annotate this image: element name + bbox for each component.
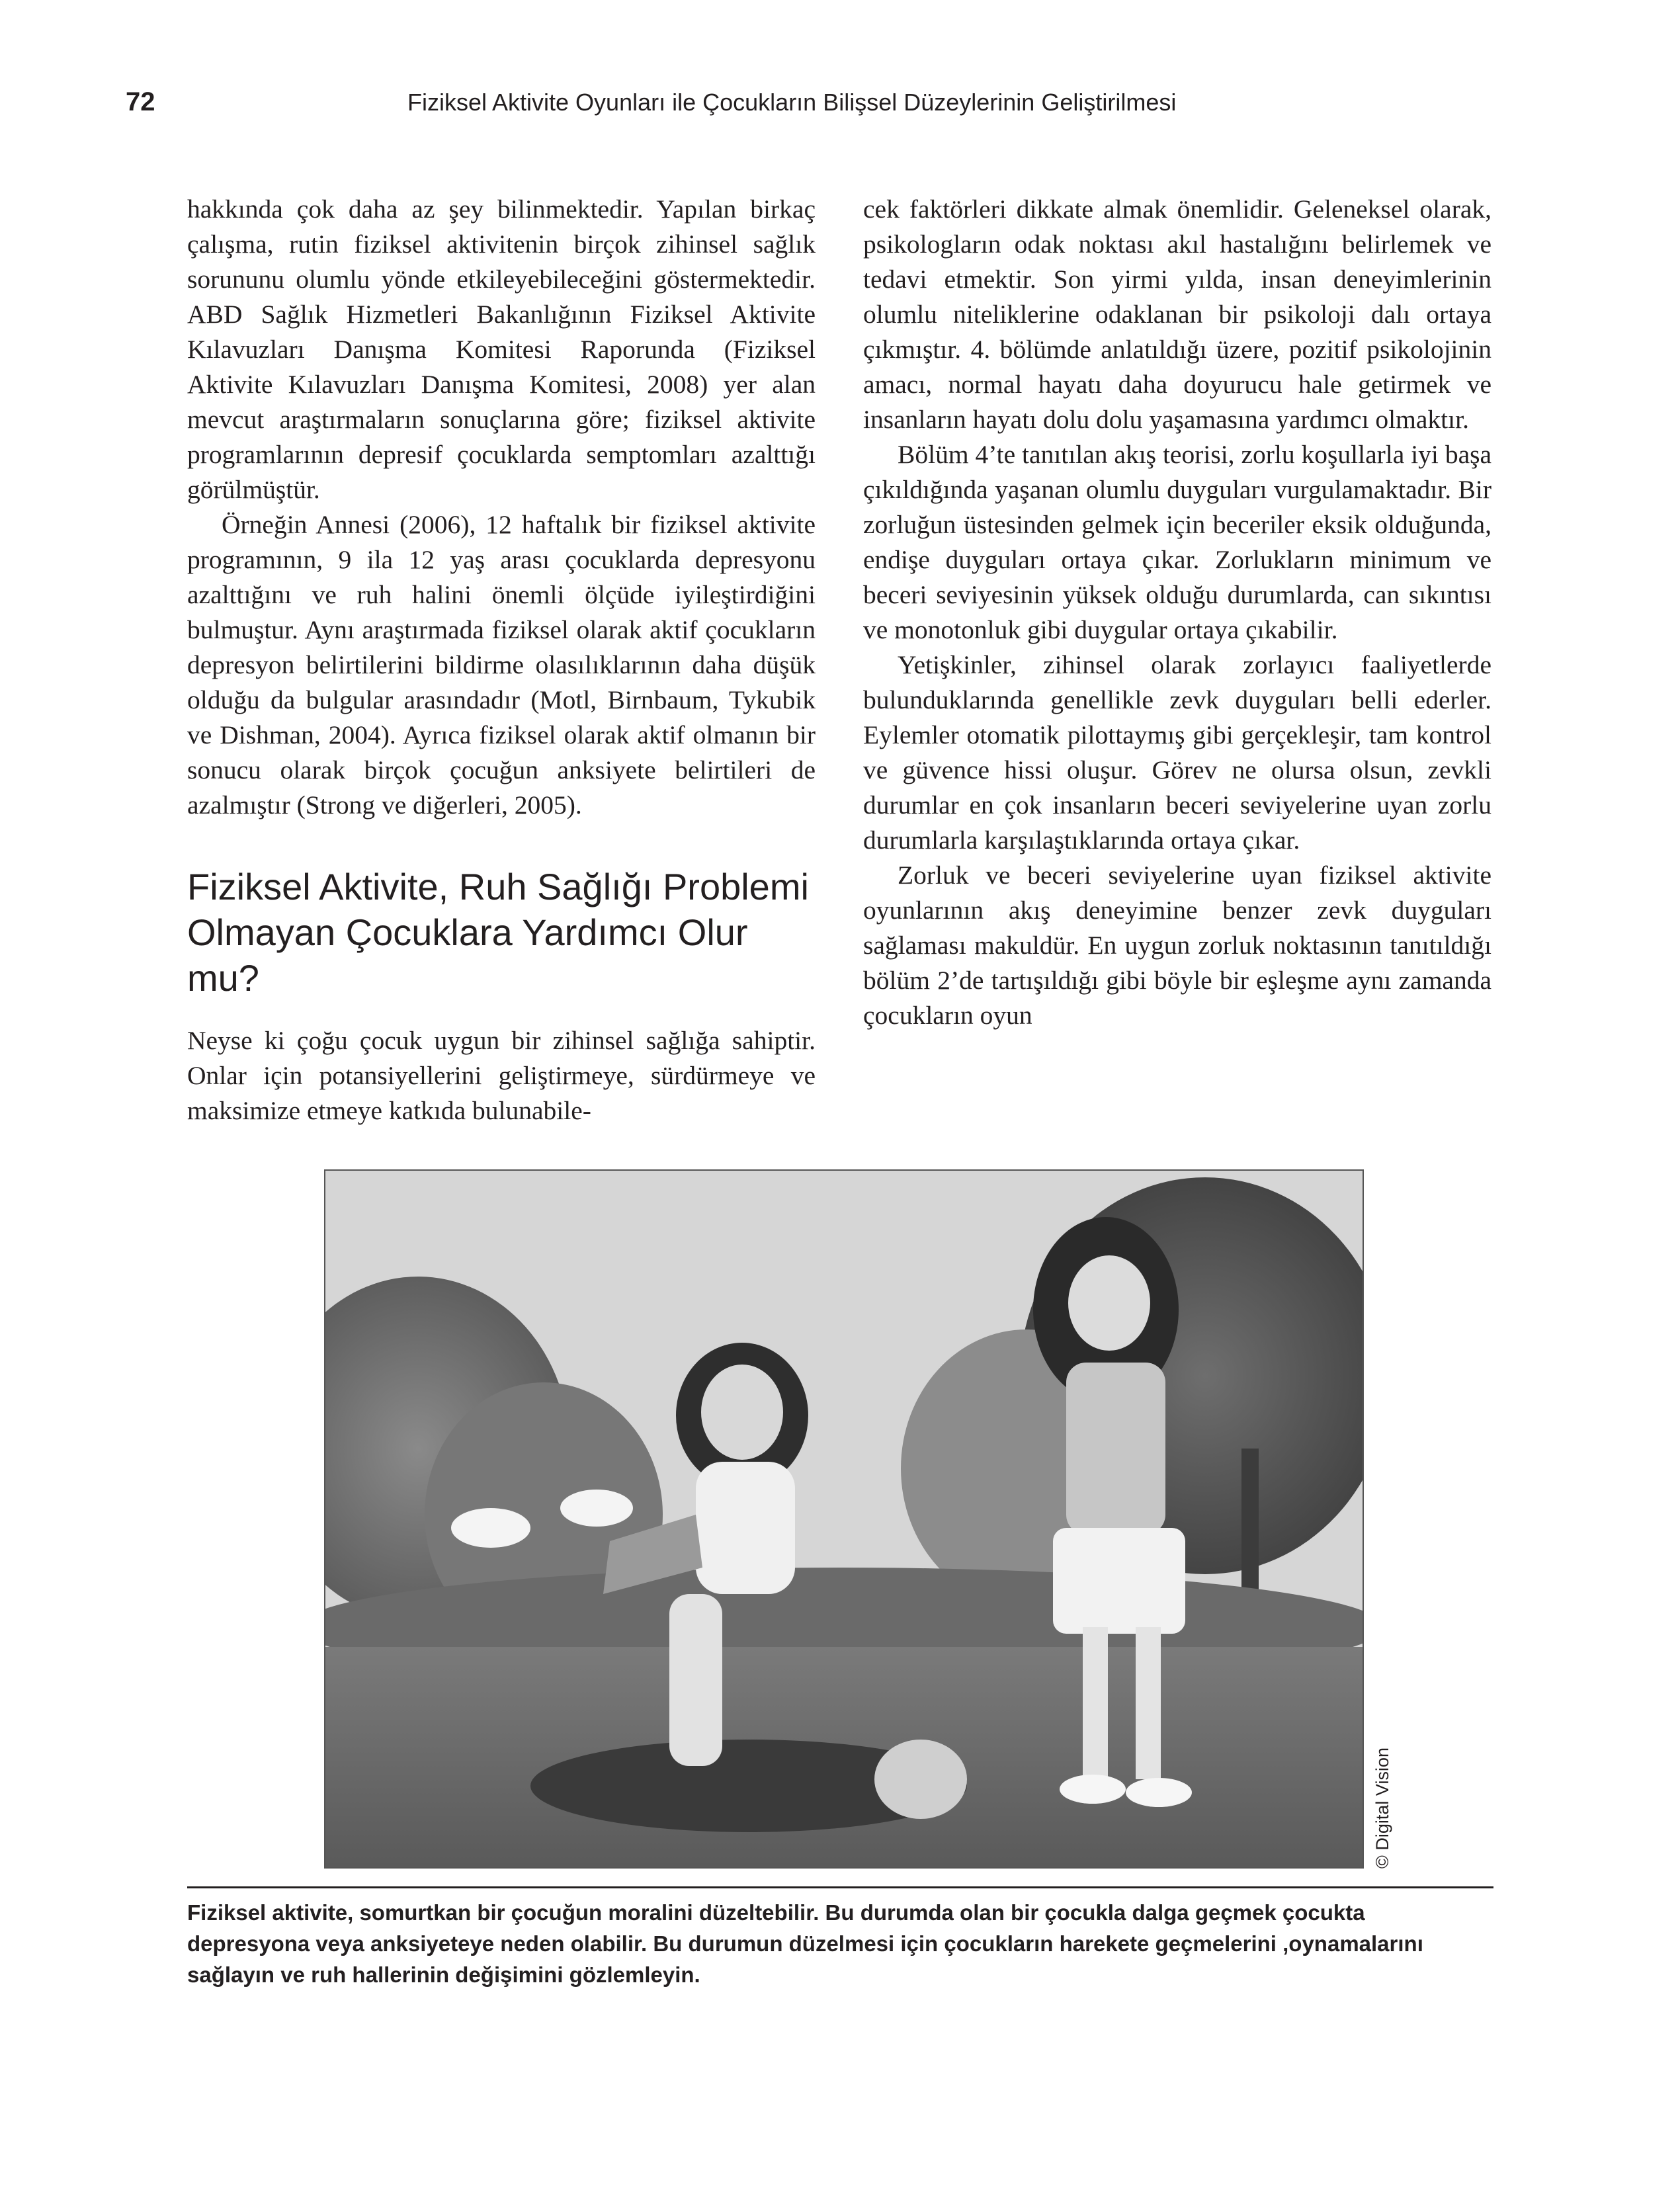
page-header bbox=[126, 87, 1449, 127]
left-paragraph-1: hakkında çok daha az şey bilinmektedir. Yapılan birkaç çalışma, rutin fiziksel aktivitenin birçok zihinsel sağlık sorununu olumlu yönde etkileyebileceğini göstermektedir. ABD Sağlık Hizmetleri Bakanlığının Fiziksel Aktivite Kılavuzları Danışma Komitesi Raporunda (Fiziksel Aktivite Kılavuzları Danışma Komitesi, 2008) yer alan mevcut araştırmaların sonuçlarına göre; fiziksel aktivite programlarının depresif çocuklarda semptomları azalttığı görülmüştür. bbox=[187, 194, 816, 504]
right-paragraph-1: cek faktörleri dikkate almak önemlidir. Geleneksel olarak, psikologların odak noktası akıl hastalığını belirlemek ve tedavi etmektir. Son yirmi yılda, insan deneyimlerinin olumlu niteliklerine odaklanan bir psikoloji dalı ortaya çıkmıştır. 4. bölümde anlatıldığı üzere, pozitif psikolojinin amacı, normal hayatı daha doyurucu hale getirmek ve insanların hayatı dolu dolu yaşamasına yardımcı olmaktır. bbox=[863, 194, 1491, 434]
left-paragraph-2: Örneğin Annesi (2006), 12 haftalık bir fiziksel aktivite programının, 9 ila 12 yaş arası çocuklarda depresyonu azalttığını ve ruh halini önemli ölçüde iyileştirdiğini bulmuştur. Aynı araştırmada fiziksel olarak aktif çocukların depresyon belirtilerini bildirme olasılıklarının daha düşük olduğu da bulgular arasındadır (Motl, Birnbaum, Tykubik ve Dishman, 2004). Ayrıca fiziksel olarak aktif olmanın bir sonucu olarak birçok çocuğun anksiyete belirtileri de azalmıştır (Strong ve diğerleri, 2005). bbox=[187, 510, 816, 820]
right-paragraph-2: Bölüm 4’te tanıtılan akış teorisi, zorlu koşullarla iyi başa çıkıldığında yaşanan olumlu duyguları vurgulamaktadır. Bir zorluğun üstesinden gelmek için beceriler eksik olduğunda, endişe duyguları ortaya çıkar. Zorlukların minimum ve beceri seviyesinin yüksek olduğu durumlarda, can sıkıntısı ve monotonluk gibi duygular ortaya çıkabilir. bbox=[863, 440, 1491, 644]
figure-caption: Fiziksel aktivite, somurtkan bir çocuğun moralini düzeltebilir. Bu durumda olan bir çocukla dalga geçmek çocukta depresyona veya anksiyeteye neden olabilir. Bu durumun düzelmesi için çocukların harekete geçmelerini ,oynamalarını sağlayın ve ruh hallerinin değişimini gözlemleyin. bbox=[187, 1900, 1423, 1987]
page-number: 72 bbox=[126, 87, 155, 116]
section-heading: Fiziksel Aktivite, Ruh Sağlığı Problemi Olmayan Çocuklara Yardımcı Olur mu? bbox=[187, 866, 809, 999]
left-column bbox=[187, 192, 816, 1128]
running-title: Fiziksel Aktivite Oyunları ile Çocukların Bilişsel Düzeylerinin Geliştirilmesi bbox=[407, 89, 1177, 116]
photo-children-playing bbox=[324, 1169, 1364, 1869]
right-paragraph-4: Zorluk ve beceri seviyelerine uyan fiziksel aktivite oyunlarının akış deneyimine benzer zevk duyguları sağlaması makuldür. En uygun zorluk noktasının tanıtıldığı bölüm 2’de tartışıldığı gibi böyle bir eşleşme aynı zamanda çocukların oyun bbox=[863, 861, 1491, 1030]
right-paragraph-3: Yetişkinler, zihinsel olarak zorlayıcı faaliyetlerde bulunduklarında genellikle zevk duyguları belli ederler. Eylemler otomatik pilottaymış gibi gerçekleşir, tam kontrol ve güvence hissi oluşur. Görev ne olursa olsun, zevkli durumlar en çok insanların beceri seviyelerine uyan zorlu durumlarla karşılaştıklarında ortaya çıkar. bbox=[863, 650, 1491, 855]
photo-illustration bbox=[325, 1171, 1363, 1867]
left-paragraph-3: Neyse ki çoğu çocuk uygun bir zihinsel sağlığa sahiptir. Onlar için potansiyellerini geliştirmeye, sürdürmeye ve maksimize etmeye katkıda bulunabile- bbox=[187, 1026, 816, 1125]
right-column bbox=[863, 192, 1491, 1033]
photo-credit: © Digital Vision bbox=[1372, 1747, 1392, 1869]
caption-divider bbox=[187, 1886, 1493, 1888]
